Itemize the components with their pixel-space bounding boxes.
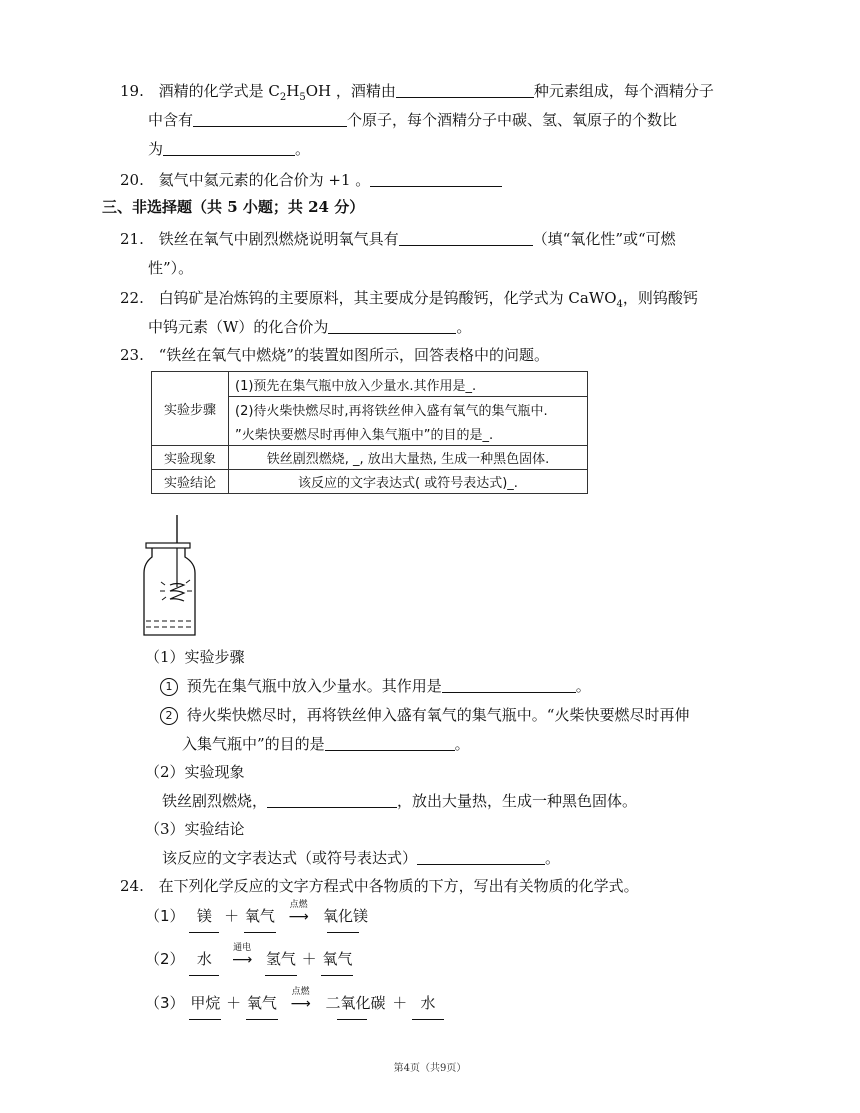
equation-3: （3） 甲烷 ＋ 氧气 点燃 ⟶ 二氧化碳 ＋ 水 xyxy=(145,992,444,1013)
answer-blank[interactable] xyxy=(442,676,576,693)
section-heading: 三、非选择题（共 5 小题；共 24 分） xyxy=(102,198,365,216)
reaction-arrow: 点燃 ⟶ xyxy=(290,987,311,1012)
answer-blank[interactable] xyxy=(396,81,534,98)
q21-line2: 性”）。 xyxy=(148,259,194,277)
reactant: 氧气 xyxy=(246,992,278,1013)
q24-intro: 24. 在下列化学反应的文字方程式中各物质的下方，写出有关物质的化学式。 xyxy=(120,877,639,895)
answer-blank[interactable] xyxy=(370,170,502,187)
table-step1: (1)预先在集气瓶中放入少量水.其作用是_. xyxy=(229,372,588,397)
answer-blank[interactable] xyxy=(267,791,397,808)
answer-blank[interactable] xyxy=(327,932,359,933)
q23-intro: 23. “铁丝在氧气中燃烧”的装置如图所示，回答表格中的问题。 xyxy=(120,346,549,364)
q19-line1: 19. 酒精的化学式是 $C_2H_5OH$ ，酒精由 种元素组成，每个酒精分子 xyxy=(120,82,714,103)
table-phenomenon: 铁丝剧烈燃烧, _, 放出大量热, 生成一种黑色固体. xyxy=(229,446,588,470)
q23-part1: （1）实验步骤 xyxy=(145,648,245,666)
experiment-table xyxy=(151,371,588,494)
q23-phenomenon: 铁丝剧烈燃烧， ，放出大量热，生成一种黑色固体。 xyxy=(162,792,638,810)
answer-blank[interactable] xyxy=(412,1019,444,1020)
reactant: 甲烷 xyxy=(189,992,221,1013)
reaction-arrow: 通电 ⟶ xyxy=(232,943,253,968)
gas-jar-figure xyxy=(140,515,200,640)
circled-number: 2 xyxy=(160,707,178,725)
question-number: 19. xyxy=(120,82,144,100)
answer-blank[interactable] xyxy=(325,734,455,751)
q23-conclusion: 该反应的文字表达式（或符号表达式） 。 xyxy=(162,849,561,867)
reaction-arrow: 点燃 ⟶ xyxy=(288,900,309,925)
table-label-phenomenon: 实验现象 xyxy=(152,446,229,470)
page-footer: 第4页（共9页） xyxy=(393,1063,467,1074)
q19-line3: 为 。 xyxy=(148,140,311,158)
answer-blank[interactable] xyxy=(246,1019,278,1020)
product: 二氧化碳 xyxy=(323,992,387,1013)
answer-blank[interactable] xyxy=(265,975,297,976)
reactant: 氧气 xyxy=(244,905,276,926)
reactant: 镁 xyxy=(189,905,219,926)
q23-step1: 1 预先在集气瓶中放入少量水。其作用是 。 xyxy=(160,676,591,696)
reactant: 水 xyxy=(189,948,219,969)
product: 氧化镁 xyxy=(321,905,369,926)
table-step2a: (2)待火柴快燃尽时,再将铁丝伸入盛有氧气的集气瓶中. xyxy=(229,397,588,422)
table-label-conclusion: 实验结论 xyxy=(152,470,229,494)
q22-line1: 22. 白钨矿是冶炼钨的主要原料，其主要成分是钨酸钙，化学式为 CaWO$_4$，则钨酸钙 xyxy=(120,289,698,310)
answer-blank[interactable] xyxy=(337,1019,367,1020)
answer-blank[interactable] xyxy=(189,975,219,976)
q23-part3: （3）实验结论 xyxy=(145,820,245,838)
answer-blank[interactable] xyxy=(328,317,456,334)
product: 水 xyxy=(412,992,444,1013)
answer-blank[interactable] xyxy=(189,932,219,933)
answer-blank[interactable] xyxy=(163,139,295,156)
q23-part2: （2）实验现象 xyxy=(145,763,245,781)
table-conclusion: 该反应的文字表达式( 或符号表达式)_. xyxy=(229,470,588,494)
answer-blank[interactable] xyxy=(399,229,533,246)
table-step2b: ”火柴快要燃尽时再伸入集气瓶中”的目的是_. xyxy=(229,421,588,446)
answer-blank[interactable] xyxy=(417,848,545,865)
q23-step2-cont: 入集气瓶中”的目的是 。 xyxy=(182,735,470,753)
equation-2: （2） 水 通电 ⟶ 氢气 ＋ 氧气 xyxy=(145,948,353,969)
answer-blank[interactable] xyxy=(193,110,347,127)
q20-line: 20. 氦气中氦元素的化合价为 +1 。 xyxy=(120,170,502,190)
product: 氧气 xyxy=(321,948,353,969)
answer-blank[interactable] xyxy=(321,975,353,976)
q22-line2: 中钨元素（W）的化合价为 。 xyxy=(148,318,472,336)
q21-line1: 21. 铁丝在氧气中剧烈燃烧说明氧气具有 （填“氧化性”或“可燃 xyxy=(120,230,676,248)
equation-1: （1） 镁 ＋ 氧气 点燃 ⟶ 氧化镁 xyxy=(145,905,369,926)
product: 氢气 xyxy=(265,948,297,969)
table-label-steps: 实验步骤 xyxy=(152,372,229,446)
q19-line2: 中含有 个原子，每个酒精分子中碳、氢、氧原子的个数比 xyxy=(148,111,678,129)
circled-number: 1 xyxy=(160,678,178,696)
answer-blank[interactable] xyxy=(189,1019,221,1020)
answer-blank[interactable] xyxy=(244,932,276,933)
q23-step2: 2 待火柴快燃尽时，再将铁丝伸入盛有氧气的集气瓶中。“火柴快要燃尽时再伸 xyxy=(160,705,689,725)
